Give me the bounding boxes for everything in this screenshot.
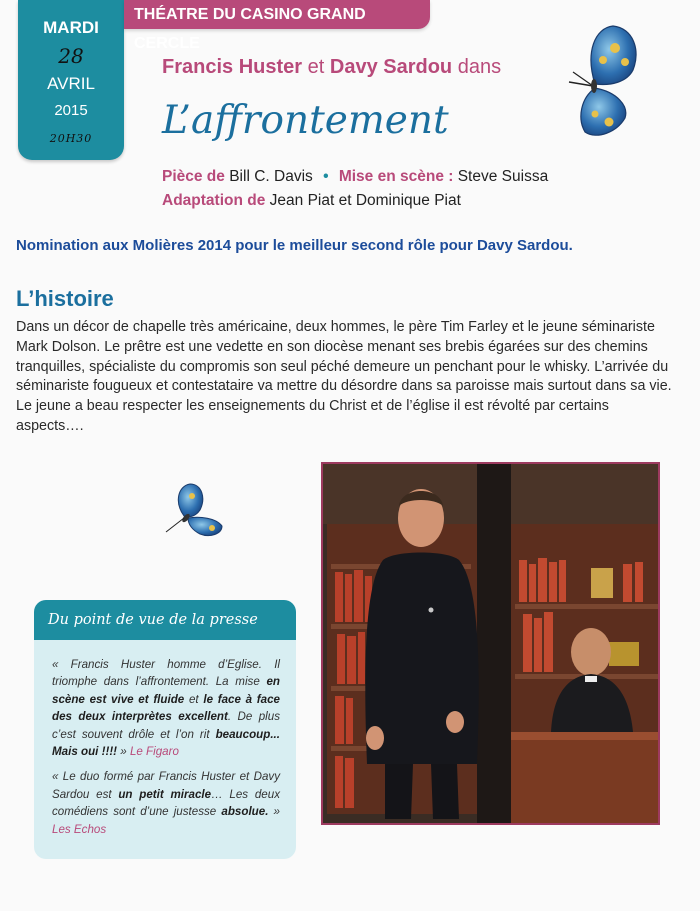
credits	[162, 165, 548, 213]
quote-text: »	[268, 805, 281, 819]
quote-highlight: beaucoup... Mais oui !!!!	[52, 727, 280, 759]
quote-highlight: le face à face des deux interprètes excellent	[52, 692, 280, 724]
quote-text: . De plus c’est souvent drôle et l’on rit	[52, 710, 280, 741]
press-quote-figaro	[52, 656, 280, 760]
butterfly-icon	[555, 22, 645, 140]
quote-source: Le Figaro	[129, 745, 179, 759]
quote-source: Les Echos	[52, 822, 107, 836]
quote-text: … Les deux comédiens sont d’une justesse	[52, 787, 280, 819]
artist-name-1: Francis Huster	[162, 56, 303, 78]
date-day: MARDI	[43, 18, 99, 37]
butterfly-icon	[160, 482, 224, 540]
artists-suffix: dans	[457, 56, 502, 78]
show-title: L’affrontement	[162, 98, 449, 143]
quote-highlight: un petit miracle	[118, 787, 212, 801]
date-month: AVRIL	[47, 74, 95, 93]
story-title: L’histoire	[16, 286, 114, 311]
credits-line-1	[162, 165, 548, 189]
date-year: 2015	[54, 102, 88, 119]
stage-photo-illustration	[323, 464, 660, 825]
press-box	[34, 600, 296, 859]
piece-label: Pièce de	[162, 168, 225, 185]
stage-photo	[321, 462, 660, 825]
piece-author: Bill C. Davis	[229, 168, 313, 185]
mise-en-scene-value: Steve Suissa	[457, 168, 549, 185]
nomination-text: Nomination aux Molières 2014 pour le meilleur second rôle pour Davy Sardou.	[16, 237, 573, 254]
artist-name-2: Davy Sardou	[329, 56, 453, 78]
quote-highlight: en scène est vive et fluide	[52, 675, 280, 706]
quote-text: et	[184, 692, 204, 706]
story-text: Dans un décor de chapelle très américaine, deux hommes, le père Tim Farley et le jeune séminariste Mark Dolson. Le prêtre est une vedette en son diocèse menant ses brebis égarées sur des chemins tranquilles, spécialiste du compromis son seul péché demeure un penchant pour le whisky. L’arrivée du séminariste fougueux et contestataire va mettre du désordre dans sa paroisse mais surtout dans sa vie. Le jeune a beau respecter les enseignements du Christ et de l’église il est révolté par certains aspects….	[16, 319, 672, 434]
artists-line	[162, 56, 501, 79]
quote-highlight: absolue.	[221, 805, 269, 819]
date-box	[18, 0, 124, 160]
mise-en-scene-label: Mise en scène :	[338, 168, 454, 185]
date-number: 28	[58, 44, 84, 68]
artists-conjunction: et	[307, 56, 325, 78]
quote-text: « Le duo formé par Francis Huster et Davy Sardou est	[52, 770, 280, 801]
press-title: Du point de vue de la presse	[34, 600, 296, 640]
adaptation-label: Adaptation de	[162, 192, 266, 209]
credits-separator: •	[323, 168, 329, 185]
adaptation-value: Jean Piat et Dominique Piat	[269, 192, 461, 209]
date-time: 20H30	[49, 132, 93, 145]
quote-text: « Francis Huster homme d’Eglise. Il triomphe dans l’affrontement. La mise	[52, 658, 280, 689]
press-quotes	[52, 656, 280, 846]
credits-line-2	[162, 189, 548, 213]
press-quote-echos	[52, 768, 280, 838]
venue-tab: THÉATRE DU CASINO GRAND CERCLE	[124, 0, 430, 29]
quote-text: »	[117, 745, 130, 759]
